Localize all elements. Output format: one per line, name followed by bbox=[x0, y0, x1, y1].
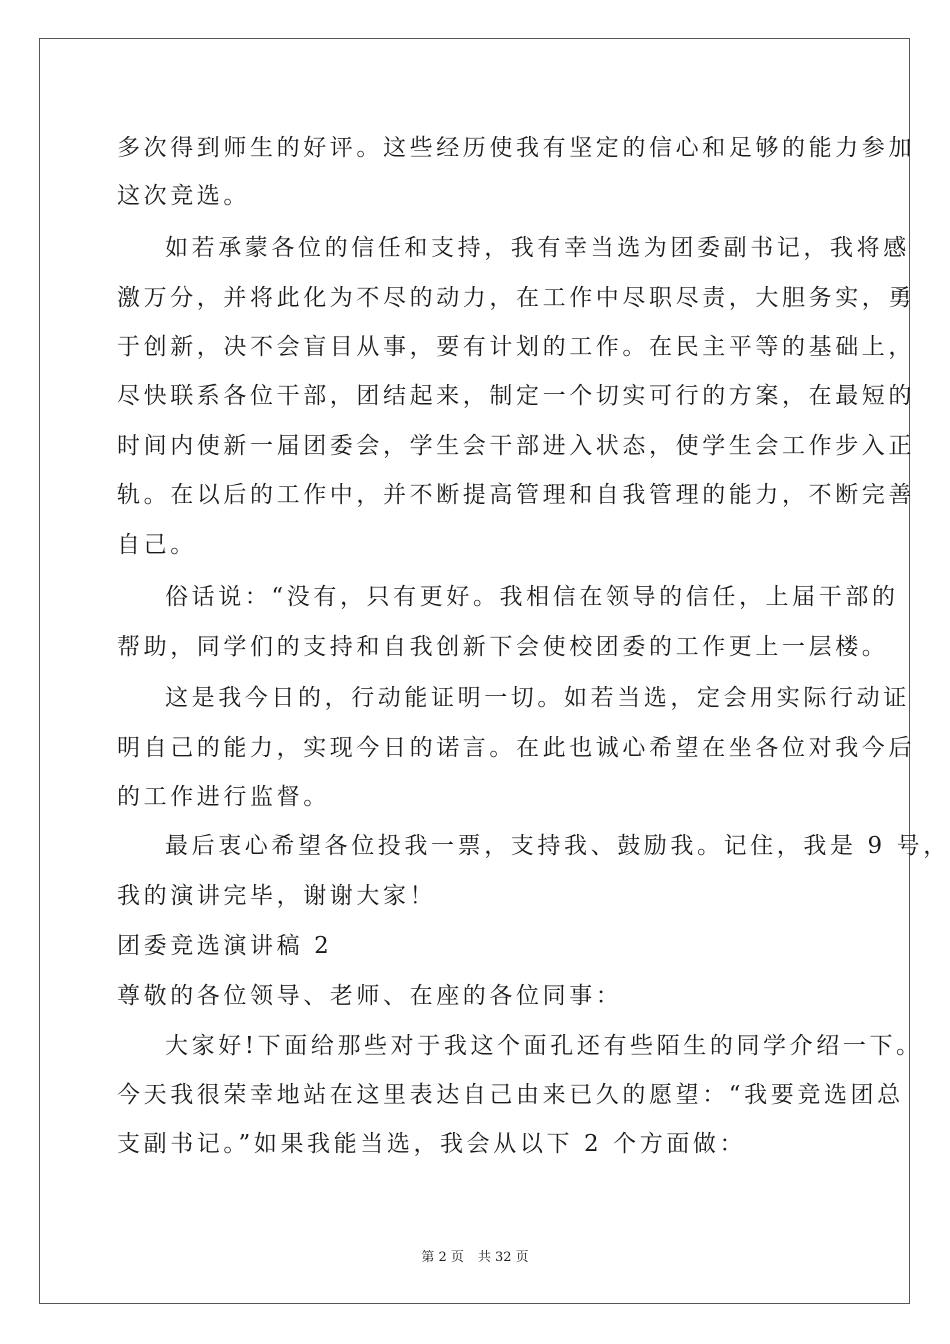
page-footer bbox=[0, 1246, 950, 1265]
text-line: 多次得到师生的好评。这些经历使我有坚定的信心和足够的能力参加 bbox=[117, 135, 915, 161]
text-line: 最后衷心希望各位投我一票，支持我、鼓励我。记住，我是 9 号， bbox=[165, 833, 950, 859]
text-line: 尽快联系各位干部，团结起来，制定一个切实可行的方案，在最短的 bbox=[117, 383, 915, 409]
text-line: 帮助，同学们的支持和自我创新下会使校团委的工作更上一层楼。 bbox=[117, 634, 889, 660]
text-line: 的工作进行监督。 bbox=[117, 784, 330, 810]
text-line: 轨。在以后的工作中，并不断提高管理和自我管理的能力，不断完善 bbox=[117, 482, 915, 508]
text-line: 自己。 bbox=[117, 532, 197, 558]
text-line: 今天我很荣幸地站在这里表达自己由来已久的愿望：“我要竞选团总 bbox=[117, 1082, 904, 1108]
page-number: 第 2 页 bbox=[421, 1250, 464, 1265]
text-line: 我的演讲完毕，谢谢大家！ bbox=[117, 883, 437, 909]
text-line: 俗话说：“没有，只有更好。我相信在领导的信任，上届干部的 bbox=[165, 584, 899, 610]
text-line: 支副书记。”如果我能当选，我会从以下 2 个方面做： bbox=[117, 1131, 747, 1157]
text-line: 时间内使新一届团委会，学生会干部进入状态，使学生会工作步入正 bbox=[117, 433, 915, 459]
text-line: 这是我今日的，行动能证明一切。如若当选，定会用实际行动证 bbox=[165, 685, 910, 711]
text-line: 激万分，并将此化为不尽的动力，在工作中尽职尽责，大胆务实，勇 bbox=[117, 285, 915, 311]
text-line: 明自己的能力，实现今日的诺言。在此也诚心希望在坐各位对我今后 bbox=[117, 735, 915, 761]
text-line: 于创新，决不会盲目从事，要有计划的工作。在民主平等的基础上， bbox=[117, 334, 915, 360]
text-line: 这次竞选。 bbox=[117, 183, 250, 209]
section-heading: 团委竞选演讲稿 2 bbox=[117, 933, 333, 959]
text-line: 如若承蒙各位的信任和支持，我有幸当选为团委副书记，我将感 bbox=[165, 235, 910, 261]
page-total: 共 32 页 bbox=[477, 1250, 529, 1265]
salutation: 尊敬的各位领导、老师、在座的各位同事： bbox=[117, 983, 623, 1009]
text-line: 大家好!下面给那些对于我这个面孔还有些陌生的同学介绍一下。 bbox=[165, 1033, 923, 1059]
